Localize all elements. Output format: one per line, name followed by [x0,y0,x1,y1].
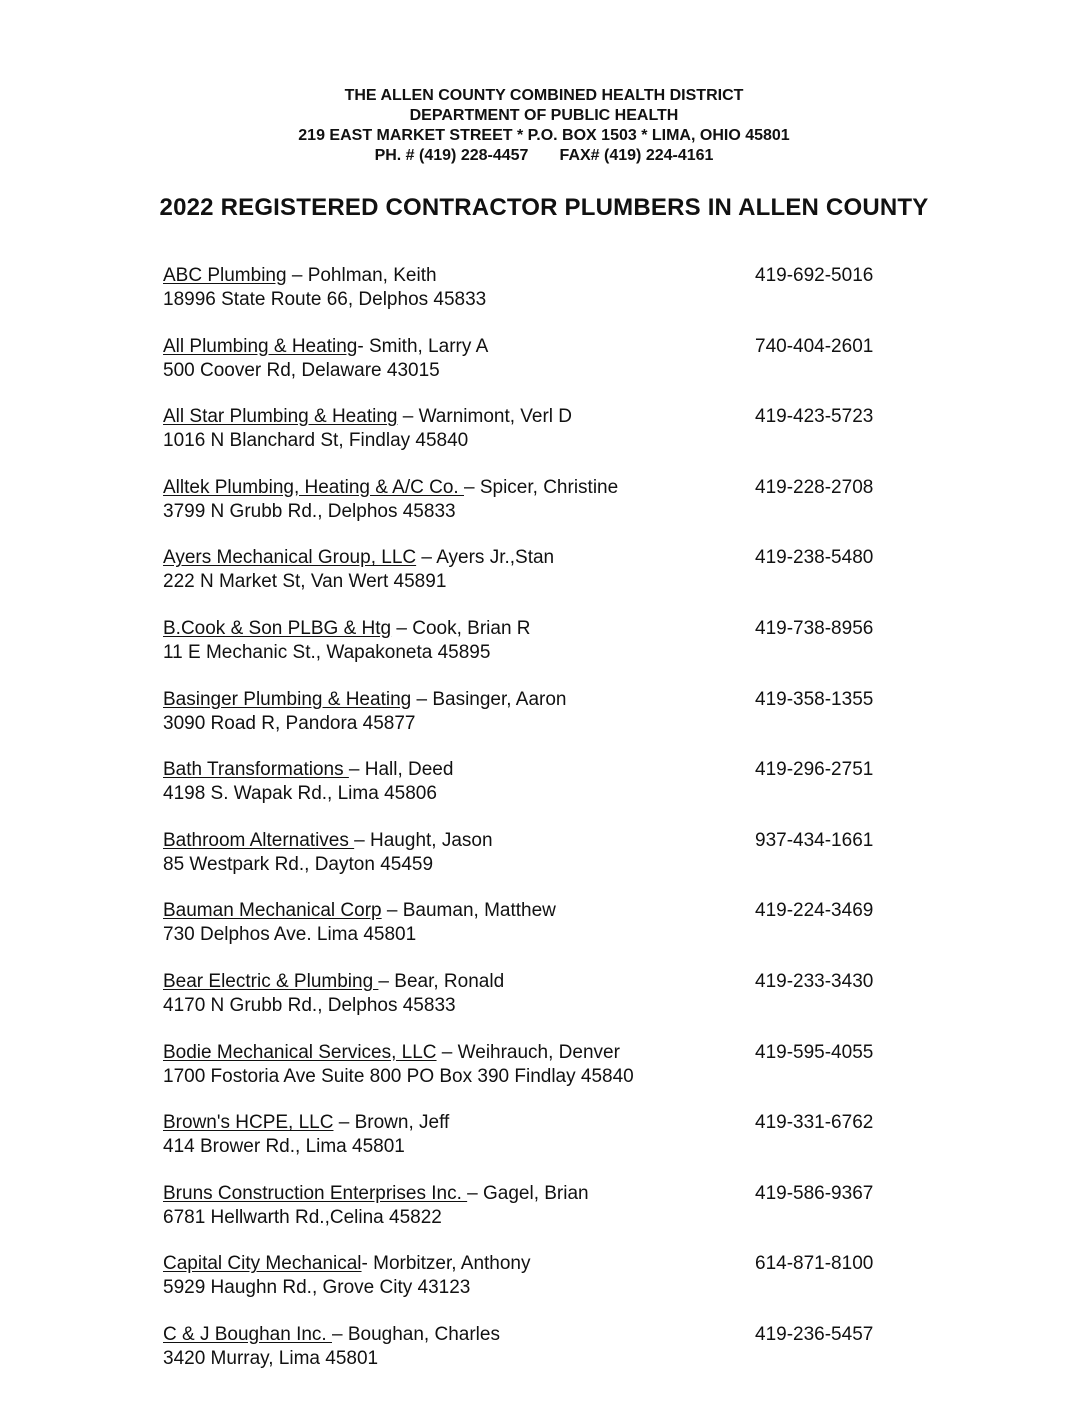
page-title: 2022 REGISTERED CONTRACTOR PLUMBERS IN ALLEN COUNTY [159,194,929,221]
contact-name: Boughan, Charles [347,1323,500,1345]
contact-name: Weihrauch, Denver [457,1041,620,1063]
contractor-address: 1700 Fostoria Ave Suite 800 PO Box 390 Findlay 45840 [163,1065,634,1087]
company-name: Capital City Mechanical [163,1253,362,1275]
company-name: Bathroom Alternatives [163,829,355,851]
contact-name: Warnimont, Verl D [418,406,573,428]
contractor-phone: 740-404-2601 [755,335,874,357]
contact-name: Morbitzer, Anthony [373,1253,531,1275]
contact-name: Cook, Brian R [412,617,531,639]
name-separator: – [332,1323,348,1345]
company-name: Bauman Mechanical Corp [163,900,382,922]
contractor-phone: 419-233-3430 [755,970,874,992]
company-name: All Plumbing & Heating [163,335,358,357]
company-name: Bear Electric & Plumbing [163,970,379,992]
contractor-address: 3420 Murray, Lima 45801 [163,1347,379,1369]
contractor-phone: 419-586-9367 [755,1182,874,1204]
name-separator: - [357,335,369,357]
letterhead-department: DEPARTMENT OF PUBLIC HEALTH [409,107,679,124]
name-separator: – [397,406,419,428]
name-separator: – [416,547,437,569]
letterhead-district: THE ALLEN COUNTY COMBINED HEALTH DISTRICT [344,87,744,104]
contact-name: Bauman, Matthew [402,900,556,922]
contractor-phone: 419-224-3469 [755,900,874,922]
contact-name: Hall, Deed [364,759,454,781]
name-separator: – [378,970,395,992]
contractor-entry [163,688,943,759]
company-name: All Star Plumbing & Heating [163,406,398,428]
contractor-entry [163,758,943,829]
contractor-phone: 419-738-8956 [755,617,874,639]
contractor-entry [163,546,943,617]
contractor-phone: 419-692-5016 [755,265,874,286]
contractor-address: 222 N Market St, Van Wert 45891 [163,571,447,593]
company-name: Ayers Mechanical Group, LLC [163,547,417,569]
contractor-address: 3090 Road R, Pandora 45877 [163,712,416,734]
contractor-phone: 419-358-1355 [755,688,874,710]
company-name: Alltek Plumbing, Heating & A/C Co. [163,476,464,498]
contractor-phone: 419-238-5480 [755,547,874,569]
contractor-list [163,264,943,1394]
contractor-address: 18996 State Route 66, Delphos 45833 [163,289,487,310]
contractor-entry [163,1111,943,1182]
company-name: Bodie Mechanical Services, LLC [163,1041,437,1063]
name-separator: – [333,1112,355,1134]
contractor-address: 500 Coover Rd, Delaware 43015 [163,359,440,381]
name-separator: – [348,759,365,781]
contractor-entry [163,1323,943,1394]
letterhead [0,86,1088,166]
contractor-address: 5929 Haughn Rd., Grove City 43123 [163,1277,471,1299]
name-separator: – [467,1182,483,1204]
contractor-entry [163,970,943,1041]
contact-name: Smith, Larry A [368,335,489,357]
contractor-entry [163,476,943,547]
contractor-entry [163,617,943,688]
contractor-address: 85 Westpark Rd., Dayton 45459 [163,853,434,875]
contractor-address: 3799 N Grubb Rd., Delphos 45833 [163,500,456,522]
contractor-phone: 419-228-2708 [755,476,874,498]
contractor-entry [163,1182,943,1253]
contractor-phone: 937-434-1661 [755,829,874,851]
contractor-entry [163,335,943,406]
contractor-entry [163,1041,943,1112]
name-separator: – [411,688,433,710]
contractor-address: 1016 N Blanchard St, Findlay 45840 [163,430,469,452]
contractor-address: 414 Brower Rd., Lima 45801 [163,1136,405,1158]
contact-name: Bear, Ronald [394,970,505,992]
letterhead-phone-fax: PH. # (419) 228-4457 FAX# (419) 224-4161 [374,147,714,164]
contractor-address: 11 E Mechanic St., Wapakoneta 45895 [163,641,491,663]
contractor-address: 6781 Hellwarth Rd.,Celina 45822 [163,1206,442,1228]
contact-name: Spicer, Christine [479,476,619,498]
contractor-phone: 419-296-2751 [755,759,874,781]
company-name: Bath Transformations [163,759,349,781]
name-separator: – [463,476,480,498]
company-name: B.Cook & Son PLBG & Htg [163,617,392,639]
contractor-phone: 419-595-4055 [755,1041,874,1063]
contractor-address: 4170 N Grubb Rd., Delphos 45833 [163,994,456,1016]
contractor-entry [163,829,943,900]
company-name: Basinger Plumbing & Heating [163,688,412,710]
contractor-entry [163,1252,943,1323]
company-name: ABC Plumbing [163,265,287,286]
contact-name: Basinger, Aaron [432,688,567,710]
contractor-entry [163,264,943,335]
name-separator: - [361,1253,374,1275]
contact-name: Gagel, Brian [483,1182,589,1204]
letterhead-address: 219 EAST MARKET STREET * P.O. BOX 1503 * LIMA, OHIO 45801 [298,127,790,144]
contractor-address: 4198 S. Wapak Rd., Lima 45806 [163,783,437,805]
contact-name: Ayers Jr.,Stan [436,547,555,569]
name-separator: – [391,617,413,639]
name-separator: – [354,829,371,851]
contractor-entry [163,405,943,476]
contractor-phone: 614-871-8100 [755,1253,874,1275]
company-name: Brown's HCPE, LLC [163,1112,334,1134]
contact-name: Pohlman, Keith [307,265,437,286]
name-separator: – [286,265,308,286]
contact-name: Haught, Jason [370,829,493,851]
company-name: Bruns Construction Enterprises Inc. [163,1182,468,1204]
contractor-phone: 419-423-5723 [755,406,874,428]
name-separator: – [436,1041,458,1063]
contractor-entry [163,899,943,970]
contractor-phone: 419-331-6762 [755,1112,874,1134]
company-name: C & J Boughan Inc. [163,1323,332,1345]
name-separator: – [381,900,403,922]
contractor-phone: 419-236-5457 [755,1323,874,1345]
contractor-address: 730 Delphos Ave. Lima 45801 [163,924,417,946]
contact-name: Brown, Jeff [354,1112,450,1134]
